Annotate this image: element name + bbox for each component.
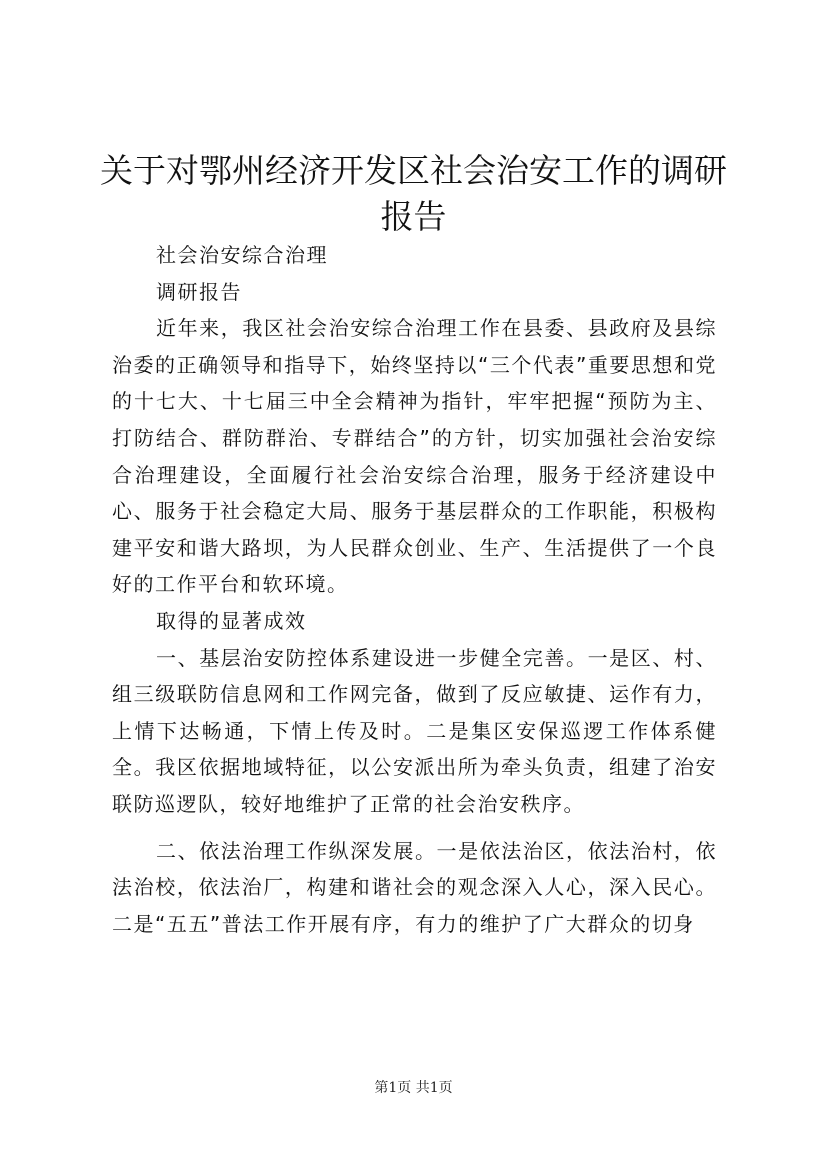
subtitle-line-1: 社会治安综合治理 <box>156 243 328 267</box>
intro-paragraph: 近年来，我区社会治安综合治理工作在县委、县政府及县综治委的正确领导和指导下，始终坚持以“三个代表”重要思想和党的十七大、十七届三中全会精神为指针，牢牢把握“预防为主、打防结合、群防群治、专群结合”的方针，切实加强社会治安综合治理建设，全面履行社会治安综合治理，服务于经济建设中心、服务于社会稳定大局、服务于基层群众的工作职能，积极构建平安和谐大路坝，为人民群众创业、生产、生活提供了一个良好的工作平台和软环境。 <box>112 316 717 597</box>
document-title: 关于对鄂州经济开发区社会治安工作的调研报告 <box>100 151 727 236</box>
paragraph-one: 一、基层治安防控体系建设进一步健全完善。一是区、村、组三级联防信息网和工作网完备，做到了反应敏捷、运作有力，上情下达畅通，下情上传及时。二是集区安保巡逻工作体系健全。我区依据地域特征，以公安派出所为牵头负责，组建了治安联防巡逻队，较好地维护了正常的社会治安秩序。 <box>112 645 717 816</box>
section-heading: 取得的显著成效 <box>156 608 307 633</box>
subtitle-line-2: 调研报告 <box>156 279 242 304</box>
document-body <box>112 237 717 942</box>
page-footer: 第1页 共1页 <box>374 1080 453 1096</box>
paragraph-two: 二、依法治理工作纵深发展。一是依法治区，依法治村，依法治校，依法治厂，构建和谐社会的观念深入人心，深入民心。二是“五五”普法工作开展有序，有力的维护了广大群众的切身 <box>112 838 717 936</box>
